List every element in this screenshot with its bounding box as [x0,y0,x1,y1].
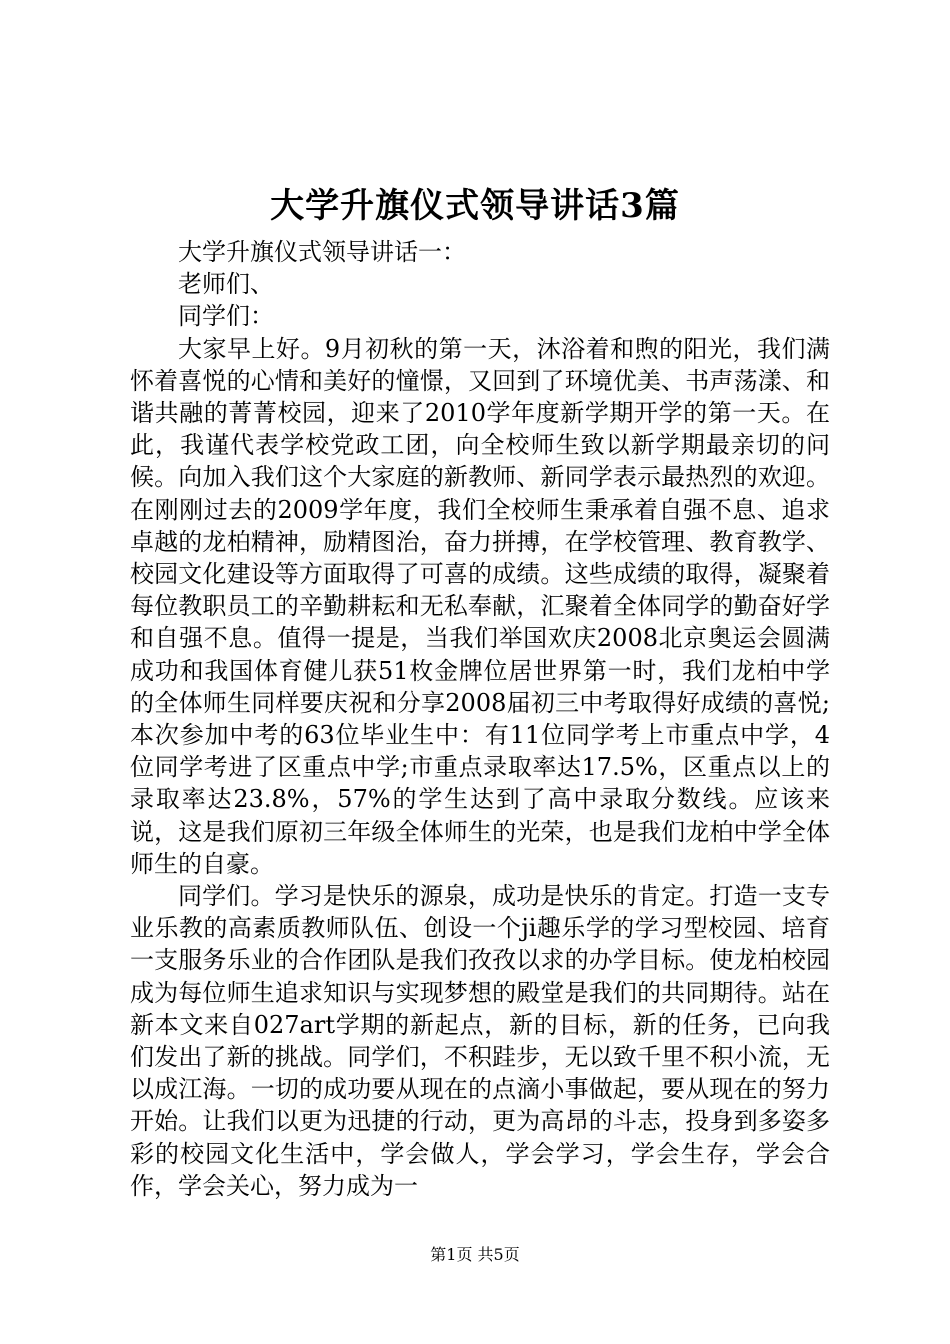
document-body [130,236,830,1202]
greeting-students: 同学们： [178,302,274,331]
document-title: 大学升旗仪式领导讲话3篇 [270,186,680,226]
greeting-teachers: 老师们、 [178,270,274,299]
page-number: 第1页 共5页 [430,1245,520,1264]
speech-heading: 大学升旗仪式领导讲话一： [178,238,466,266]
body-paragraph: 大家早上好。9月初秋的第一天，沐浴着和煦的阳光，我们满怀着喜悦的心情和美好的憧憬，又回到了环境优美、书声荡漾、和谐共融的菁菁校园，迎来了2010学年度新学期开学的第一天。在此，我谨代表学校党政工团，向全校师生致以新学期最亲切的问候。向加入我们这个大家庭的新教师、新同学表示最热烈的欢迎。在刚刚过去的2009学年度，我们全校师生秉承着自强不息、追求卓越的龙柏精神，励精图治，奋力拼搏，在学校管理、教育教学、校园文化建设等方面取得了可喜的成绩。这些成绩的取得，凝聚着每位教职员工的辛勤耕耘和无私奉献，汇聚着全体同学的勤奋好学和自强不息。值得一提是，当我们举国欢庆2008北京奥运会圆满成功和我国体育健儿获51枚金牌位居世界第一时，我们龙柏中学的全体师生同样要庆祝和分享2008届初三中考取得好成绩的喜悦;本次参加中考的63位毕业生中：有11位同学考上市重点中学，4位同学考进了区重点中学;市重点录取率达17.5%，区重点以上的录取率达23.8%，57%的学生达到了高中录取分数线。应该来说，这是我们原初三年级全体师生的光荣，也是我们龙柏中学全体师生的自豪。 [130,334,830,878]
body-paragraph: 同学们。学习是快乐的源泉，成功是快乐的肯定。打造一支专业乐教的高素质教师队伍、创设一个ji趣乐学的学习型校园、培育一支服务乐业的合作团队是我们孜孜以求的办学目标。使龙柏校园成为每位师生追求知识与实现梦想的殿堂是我们的共同期待。站在新本文来自027art学期的新起点，新的目标，新的任务，已向我们发出了新的挑战。同学们，不积跬步，无以致千里不积小流，无以成江海。一切的成功要从现在的点滴小事做起，要从现在的努力开始。让我们以更为迅捷的行动，更为高昂的斗志，投身到多姿多彩的校园文化生活中，学会做人，学会学习，学会生存，学会合作，学会关心，努力成为一 [130,882,830,1200]
